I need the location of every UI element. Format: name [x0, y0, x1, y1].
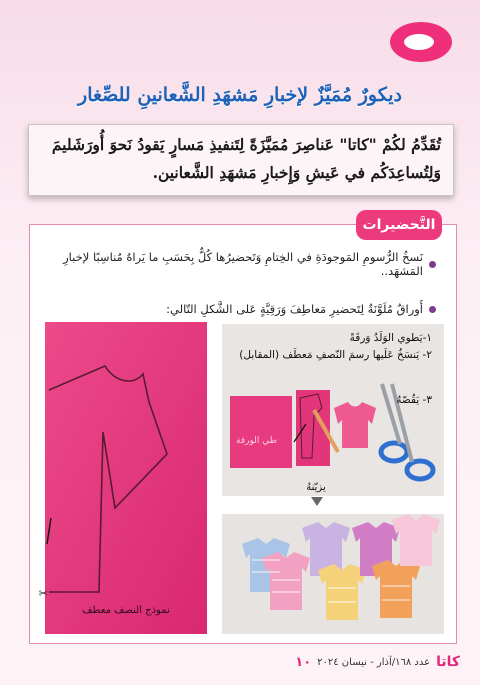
bullet-item-1	[40, 250, 436, 278]
svg-text:✂: ✂	[38, 587, 48, 600]
decorated-coats-photo	[222, 514, 444, 634]
down-arrow-icon	[311, 497, 323, 506]
half-coat-template-photo	[38, 322, 207, 634]
bullet-dot	[429, 261, 436, 268]
bullet-text-1: نَسخُ الرُّسومِ المَوجودَةِ في الخِتامِ وَتَحضيرُها كُلٌّ بِحَسَبِ ما يَراهُ مُناسِبًا لإخبارِ المَشهَد..	[63, 250, 423, 278]
bullet-text-2: أَوراقٌ مُلَوَّنَةٌ لِتَحضيرِ مَعاطِفَ وَرَقِيَّةٍ عَلى الشَّكلِ التّالي:	[166, 302, 423, 316]
page-footer	[270, 652, 460, 672]
folding-steps-photo	[222, 324, 444, 496]
coat-outline-drawing	[38, 322, 207, 634]
fold-label: طي الورقة	[236, 436, 277, 446]
embellish-label: يزيّنهُ	[306, 482, 326, 493]
intro-box	[28, 124, 454, 196]
footer-brand: كاتا	[436, 654, 460, 670]
decorated-coats-illustration	[222, 514, 444, 634]
page-number: ١٠	[295, 654, 312, 670]
bullet-item-2	[40, 302, 436, 316]
step-1: ١-يَطوي الوَلَدُ وَرقَةً	[349, 332, 432, 344]
bullet-dot	[429, 306, 436, 313]
intro-text	[39, 131, 441, 187]
page-title: ديكورٌ مُمَيَّزٌ لإخبارِ مَشهَدِ الشَّعانينِ للصِّغار	[78, 84, 402, 106]
model-caption: نموذج النصف معطف	[82, 605, 170, 616]
preparations-tab: التَّحضيرات	[356, 210, 442, 240]
intro-line-1: تُقَدِّمُ لكُمْ "كاتا" عَناصِرَ مُمَيَّزَةً لِتَنفيذِ مَسارٍ يَقودُ نَحوَ أُورَشَليمَ	[51, 135, 441, 154]
steps-list	[239, 330, 432, 409]
step-2: ٢- يَنسَخُ عَلَيها رسمَ النّصفِ مَعطَف (المقابل)	[239, 349, 432, 361]
step-3: ٣- يَقُصّهُ	[396, 394, 432, 406]
decorative-bubble-highlight	[404, 34, 434, 50]
footer-issue: عدد ١٦٨/آذار - نيسان ٢٠٢٤	[317, 656, 431, 668]
intro-line-2: وَلِتُساعِدَكُم في عَيشِ وَإِخبارِ مَشهَدِ الشَّعانين.	[152, 163, 441, 182]
